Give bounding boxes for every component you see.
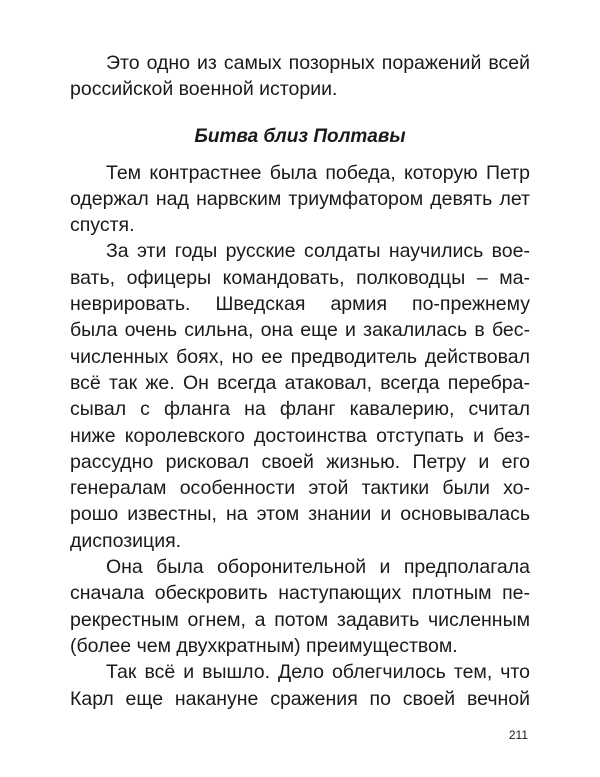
text-line: сывал с фланга на фланг кавалерию, считал (70, 398, 530, 421)
section-heading: Битва близ Полтавы (194, 125, 406, 147)
paragraph (70, 238, 530, 554)
paragraph (70, 160, 530, 239)
text-line: диспозиция. (70, 529, 182, 552)
text-line: Карл еще накануне сражения по своей вечной (70, 687, 530, 710)
text-line: сначала обескровить наступающих плотным пе- (70, 582, 530, 605)
text-line: (более чем двухкратным) преимуществом. (70, 634, 458, 657)
text-line: Так всё и вышло. Дело облегчилось тем, что (106, 661, 530, 684)
text-line: спустя. (70, 214, 135, 237)
text-line: Тем контрастнее была победа, которую Петр (106, 161, 530, 184)
text-line: всё так же. Он всегда атаковал, всегда перебра- (70, 371, 530, 394)
text-line: вать, офицеры командовать, полководцы – ма- (70, 266, 530, 289)
text-line: Она была оборонительной и предполагала (106, 556, 530, 579)
paragraph (70, 50, 530, 103)
text-line: рошо известны, на этом знании и основывалась (70, 503, 530, 526)
text-line: была очень сильна, она еще и закалилась в бес- (70, 319, 530, 342)
text-line: численных боях, но ее предводитель действовал (70, 345, 530, 368)
page-body (70, 50, 530, 712)
page-number: 211 (508, 728, 528, 742)
text-line: Это одно из самых позорных поражений всей (106, 52, 530, 74)
text-line: российской военной истории. (70, 78, 338, 101)
text-line: генералам особенности этой тактики были хо- (70, 477, 530, 500)
paragraph (70, 554, 530, 659)
paragraph (70, 659, 530, 712)
text-line: рассудно рисковал своей жизнью. Петру и его (70, 450, 530, 473)
text-line: рекрестным огнем, а потом задавить численным (70, 608, 530, 631)
text-line: неврировать. Шведская армия по-прежнему (70, 293, 530, 316)
text-line: одержал над нарвским триумфатором девять лет (70, 187, 530, 210)
text-line: За эти годы русские солдаты научились вое- (106, 240, 530, 263)
text-line: ниже королевского достоинства отступать и без- (70, 424, 530, 447)
